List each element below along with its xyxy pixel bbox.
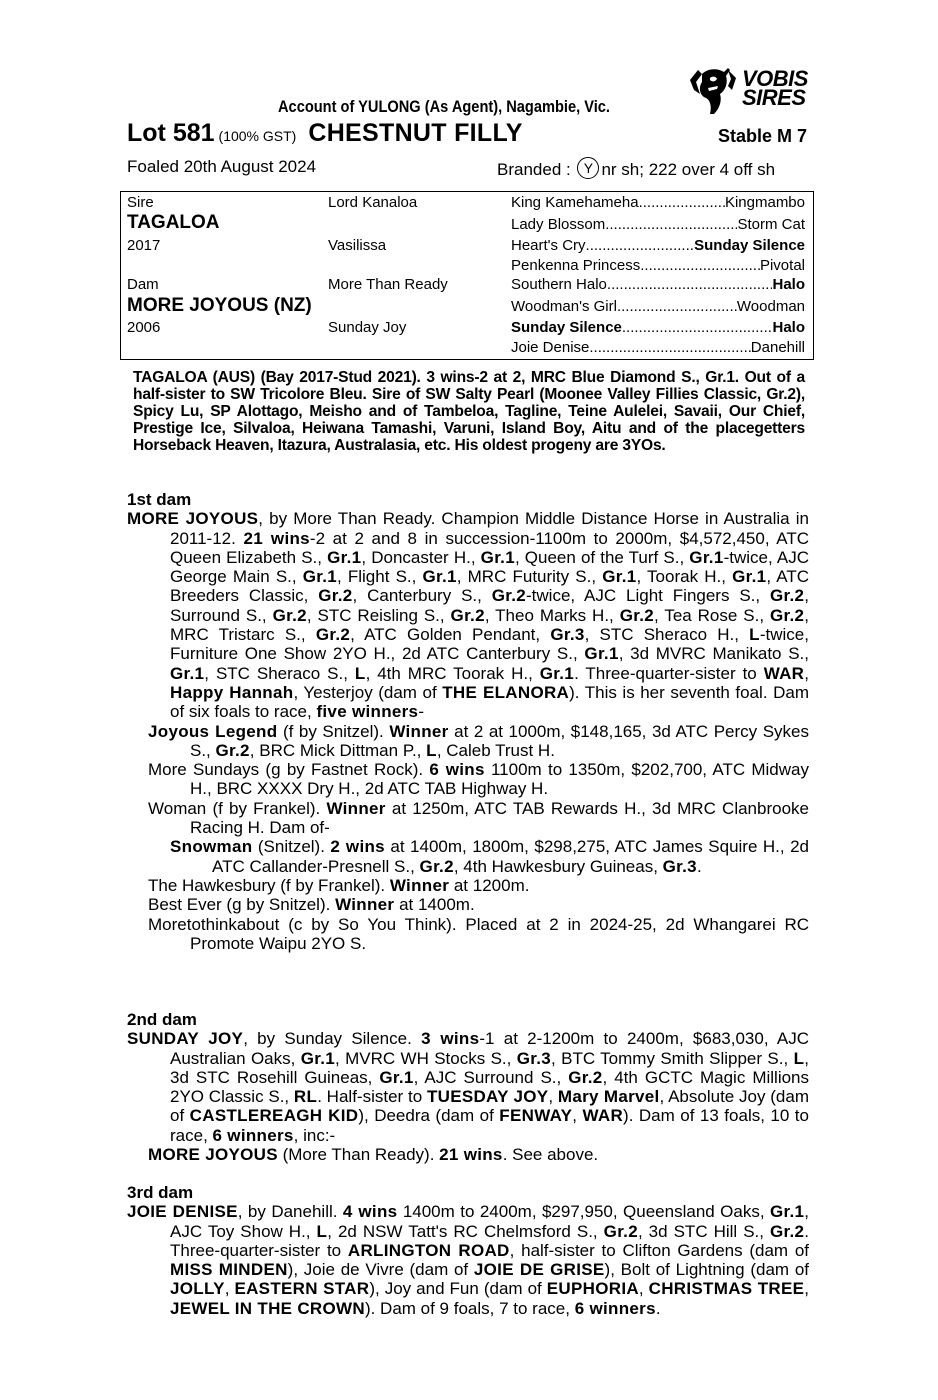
vendor-account: Account of YULONG (As Agent), Nagambie, Vic. (278, 97, 610, 116)
grandparent-row (511, 298, 805, 315)
sire-summary: TAGALOA (AUS) (Bay 2017-Stud 2021). 3 wins-2 at 2, MRC Blue Diamond S., Gr.1. Out of a half-sister to SW Tricolore Bleu. Sire of SW Salty Pearl (Moonee Valley Fillies Classic, Gr.2), Spicy Lu, SP Alottago, Meisho and of Tambeloa, Tagline, Teine Aulelei, Savaii, Our Chief, Prestige Ice, Silvaloa, Heiwana Tamashi, Varuni, Island Boy, Aitu and of the placegetters Horseback Heaven, Itazura, Australasia, etc. His oldest progeny are 3YOs. (133, 369, 805, 454)
dam-entry: MORE JOYOUS, by More Than Ready. Champion Middle Distance Horse in Australia in 2011-12. 21 wins-2 at 2 and 8 in succession-1100m to 2000m, $4,572,450, ATC Queen Elizabeth S., Gr.1, Doncaster H., Gr.1, Queen of the Turf S., Gr.1-twice, AJC George Main S., Gr.1, Flight S., Gr.1, MRC Futurity S., Gr.1, Toorak H., Gr.1, ATC Breeders Classic, Gr.2, Canterbury S., Gr.2-twice, AJC Light Fingers S., Gr.2, Surround S., Gr.2, STC Reisling S., Gr.2, Theo Marks H., Gr.2, Tea Rose S., Gr.2, MRC Tristarc S., Gr.2, ATC Golden Pendant, Gr.3, STC Sheraco H., L-twice, Furniture One Show 2YO H., 2d ATC Canterbury S., Gr.1, 3d MVRC Manikato S., Gr.1, STC Sheraco S., L, 4th MRC Toorak H., Gr.1. Three-quarter-sister to WAR, Happy Hannah, Yesterjoy (dam of THE ELANORA). This is her seventh foal. Dam of six foals to race, five winners- (127, 509, 810, 722)
section-heading: 3rd dam (127, 1183, 194, 1202)
leader-dots (639, 194, 725, 211)
sire-year: 2017 (127, 237, 161, 254)
dam-label: Dam (127, 276, 159, 293)
sire-label: Sire (127, 194, 154, 211)
progeny-entry: The Hawkesbury (f by Frankel). Winner at 1200m. (148, 875, 530, 895)
gp-right: Sunday Silence (694, 237, 805, 254)
entries (127, 1029, 809, 1164)
second-dam-section (127, 1010, 809, 1164)
progeny-entry: Snowman (Snitzel). 2 wins at 1400m, 1800m, $298,275, ATC James Squire H., 2d ATC Callander-Presnell S., Gr.2, 4th Hawkesbury Guineas, Gr.3. (170, 837, 809, 876)
stable-location: Stable M 7 (717, 126, 807, 146)
gp-left: Southern Halo (511, 276, 607, 293)
gp-right: Woodman (736, 298, 805, 315)
gp-left: Heart's Cry (511, 237, 586, 254)
leader-dots (607, 276, 773, 293)
grandparent-row (511, 319, 805, 336)
gp-left: Penkenna Princess (511, 257, 641, 274)
section-heading: 1st dam (127, 490, 192, 509)
dam-name: MORE JOYOUS (NZ) (127, 295, 312, 316)
gp-right: Pivotal (759, 257, 805, 274)
gp-left: Woodman's Girl (511, 298, 617, 315)
third-dam-section (127, 1183, 809, 1318)
dam-sire: More Than Ready (328, 276, 448, 293)
progeny-entry: Moretothinkabout (c by So You Think). Placed at 2 in 2024-25, 2d Whangarei RC Promote Waipu 2YO S. (148, 914, 809, 953)
section-heading: 2nd dam (127, 1010, 197, 1029)
gp-left: Sunday Silence (511, 319, 622, 336)
dam-entry: SUNDAY JOY, by Sunday Silence. 3 wins-1 at 2-1200m to 2400m, $683,030, AJC Australian Oaks, Gr.1, MVRC WH Stocks S., Gr.3, BTC Tommy Smith Slipper S., L, 3d STC Rosehill Guineas, Gr.1, AJC Surround S., Gr.2, 4th GCTC Magic Millions 2YO Classic S., RL. Half-sister to TUESDAY JOY, Mary Marvel, Absolute Joy (dam of CASTLEREAGH KID), Deedra (dam of FENWAY, WAR). Dam of 13 foals, 10 to race, 6 winners, inc:- (127, 1029, 810, 1145)
dam-dam: Sunday Joy (328, 319, 407, 336)
grandparent-row (511, 276, 805, 293)
dam-year: 2006 (127, 319, 161, 336)
gp-right: Kingmambo (724, 194, 805, 211)
branded-value: nr sh; 222 over 4 off sh (601, 160, 776, 179)
grandparent-row (511, 257, 805, 274)
entries (127, 1202, 809, 1318)
first-dam-section (127, 490, 809, 953)
lot-number: Lot 581 (127, 119, 215, 147)
lot-title: CHESTNUT FILLY (308, 119, 523, 147)
gp-right: Storm Cat (737, 216, 805, 233)
sire-name: TAGALOA (127, 212, 220, 233)
logo-line-2: SIRES (742, 85, 806, 110)
leader-dots (605, 216, 737, 233)
foaled-date: Foaled 20th August 2024 (127, 157, 317, 176)
lot-heading (127, 119, 807, 151)
progeny-entry: MORE JOYOUS (More Than Ready). 21 wins. See above. (148, 1145, 599, 1165)
gp-right: Halo (772, 319, 805, 336)
leader-dots (589, 339, 750, 356)
grandparent-row (511, 216, 805, 233)
grandparent-row (511, 339, 805, 356)
sire-dam: Vasilissa (328, 237, 387, 254)
logo-text (742, 66, 808, 110)
dam-entry: JOIE DENISE, by Danehill. 4 wins 1400m to 2400m, $297,950, Queensland Oaks, Gr.1, AJC Toy Show H., L, 2d NSW Tatt's RC Chelmsford S., Gr.2, 3d STC Hill S., Gr.2. Three-quarter-sister to ARLINGTON ROAD, half-sister to Clifton Gardens (dam of MISS MINDEN), Joie de Vivre (dam of JOIE DE GRISE), Bolt of Lightning (dam of JOLLY, EASTERN STAR), Joy and Fun (dam of EUPHORIA, CHRISTMAS TREE, JEWEL IN THE CROWN). Dam of 9 foals, 7 to race, 6 winners. (127, 1202, 810, 1318)
leader-dots (617, 298, 737, 315)
progeny-entry: Woman (f by Frankel). Winner at 1250m, ATC TAB Rewards H., 3d MRC Clanbrooke Racing H. Dam of- (148, 798, 809, 838)
brand-info (497, 157, 775, 180)
leader-dots (622, 319, 773, 336)
sire-sire: Lord Kanaloa (328, 194, 418, 211)
progeny-entry: More Sundays (g by Fastnet Rock). 6 wins 1100m to 1350m, $202,700, ATC Midway H., BRC XXXX Dry H., 2d ATC TAB Highway H. (148, 760, 809, 799)
gp-right: Halo (772, 276, 805, 293)
brand-symbol-icon: Y (577, 157, 599, 179)
branded-label: Branded : (497, 160, 571, 179)
gp-left: Lady Blossom (511, 216, 606, 233)
grandparent-row (511, 194, 805, 211)
entries (127, 509, 809, 953)
progeny-entry: Best Ever (g by Snitzel). Winner at 1400m. (148, 895, 475, 915)
gp-right: Danehill (750, 339, 805, 356)
vobis-sires-logo (684, 60, 820, 116)
logo-line-1: VOBIS (742, 66, 808, 91)
progeny-entry: Joyous Legend (f by Snitzel). Winner at 2 at 1000m, $148,165, 3d ATC Percy Sykes S., Gr.2, BRC Mick Dittman P., L, Caleb Trust H. (148, 721, 810, 760)
gp-left: Joie Denise (511, 339, 590, 356)
leader-dots (586, 237, 695, 254)
foaling-brand-line (127, 157, 807, 177)
grandparent-row (511, 237, 805, 254)
pedigree-table (120, 191, 814, 360)
horse-rider-icon (684, 60, 740, 116)
gp-left: King Kamehameha (511, 194, 639, 211)
leader-dots (640, 257, 760, 274)
gst-note: (100% GST) (218, 128, 297, 144)
